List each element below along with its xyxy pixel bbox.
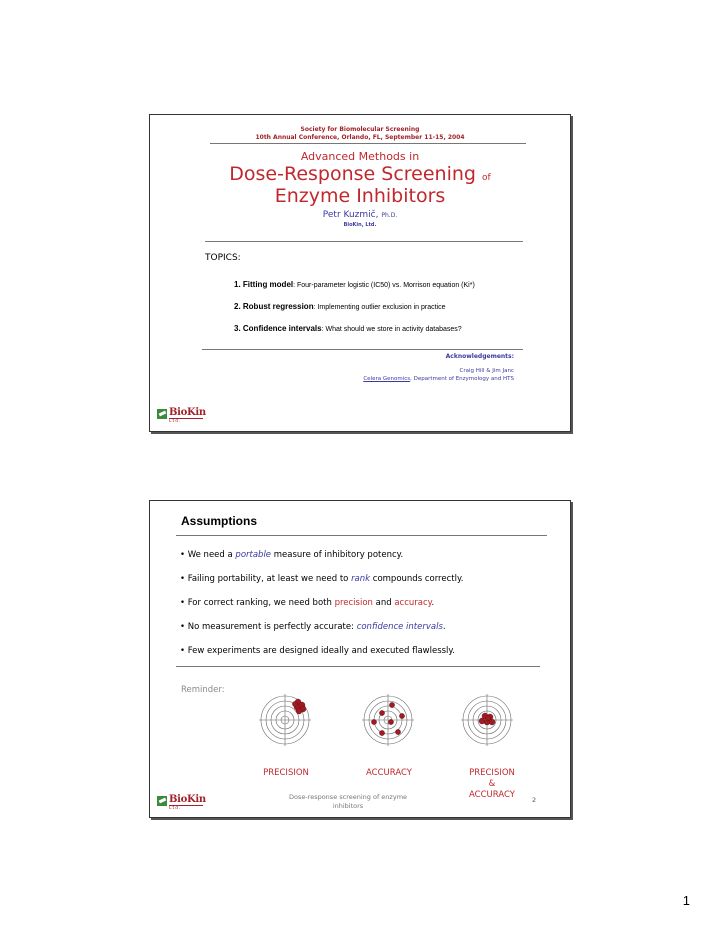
label-line: PRECISION — [469, 768, 515, 778]
title-divider — [205, 241, 523, 242]
leaf-icon — [157, 796, 167, 806]
author-name: Petr Kuzmič, — [322, 210, 379, 220]
slide-page-number: 2 — [532, 796, 537, 804]
biokin-logo — [157, 794, 205, 810]
bullet-emphasis: rank — [351, 574, 371, 584]
bullet-text: measure of inhibitory potency. — [271, 550, 404, 560]
logo-name: BioKin — [169, 794, 206, 805]
reminder-label: Reminder: — [181, 685, 225, 695]
bullet-item — [180, 622, 446, 632]
precision-accuracy-target — [461, 694, 513, 746]
precision-target — [259, 694, 311, 746]
topic-text: : Four-parameter logistic (IC50) vs. Morrison equation (Ki*) — [293, 282, 475, 289]
bullet-text: • No measurement is perfectly accurate: — [180, 622, 357, 632]
logo-ltd: Ltd. — [169, 418, 203, 424]
bullet-text: • We need a — [180, 550, 236, 560]
topic-item — [234, 302, 445, 311]
bullet-text: • For correct ranking, we need both — [180, 598, 335, 608]
bullet-emphasis: portable — [235, 550, 272, 560]
slide-footer: Dose-response screening of enzyme inhibitors — [288, 793, 408, 810]
bullet-text: and — [372, 598, 395, 608]
bullet-emphasis: precision — [334, 598, 373, 608]
topic-item — [234, 280, 475, 289]
bullet-item — [180, 550, 403, 560]
label-line: ACCURACY — [469, 790, 515, 800]
accuracy-label: ACCURACY — [366, 768, 412, 778]
content-divider — [176, 666, 540, 667]
leaf-icon — [157, 409, 167, 419]
topic-title: 1. Fitting model — [234, 280, 294, 289]
bullet-text: compounds correctly. — [370, 574, 464, 584]
bullet-item — [180, 646, 455, 656]
slide-2 — [149, 500, 571, 818]
slide-title: Assumptions — [181, 514, 258, 528]
topic-title: 3. Confidence intervals — [234, 324, 322, 333]
society-name: Society for Biomolecular Screening — [300, 126, 420, 133]
bullet-text: • Failing portability, at least we need to — [180, 574, 352, 584]
title-of: of — [482, 173, 491, 183]
bullet-item — [180, 574, 463, 584]
conference-header — [150, 126, 570, 142]
bullet-text: • Few experiments are designed ideally and executed flawlessly. — [180, 646, 455, 656]
acknowledgements-heading: Acknowledgements: — [445, 353, 514, 360]
author-degree: Ph.D. — [381, 212, 398, 219]
topic-title: 2. Robust regression — [234, 302, 314, 311]
topic-item — [234, 324, 462, 333]
slide-1 — [149, 114, 571, 432]
topic-text: : Implementing outlier exclusion in practice — [313, 304, 446, 311]
precision-accuracy-label — [462, 768, 522, 801]
accuracy-target — [362, 694, 414, 746]
bullet-text: . — [431, 598, 435, 608]
page-number: 1 — [682, 893, 690, 908]
author — [150, 210, 570, 220]
title-divider — [176, 535, 547, 536]
topic-text: : What should we store in activity databases? — [321, 326, 462, 333]
title-line-2: Enzyme Inhibitors — [274, 185, 446, 207]
label-line: & — [488, 779, 496, 789]
bullet-item — [180, 598, 434, 608]
bullet-text: . — [442, 622, 446, 632]
topics-heading: TOPICS: — [205, 253, 241, 263]
acknowledged-organization — [363, 376, 514, 382]
subtitle: Advanced Methods in — [300, 150, 420, 163]
conference-name: 10th Annual Conference, Orlando, FL, September 11-15, 2004 — [255, 134, 465, 141]
logo-name: BioKin — [169, 407, 206, 418]
header-divider — [210, 143, 526, 144]
company-link[interactable]: Celera Genomics — [363, 376, 411, 382]
title-main: Dose-Response Screening — [229, 163, 476, 185]
bullet-emphasis: confidence intervals — [356, 622, 443, 632]
precision-label: PRECISION — [263, 768, 309, 778]
topics-divider — [202, 349, 523, 350]
acknowledged-names: Craig Hill & Jim Janc — [459, 368, 514, 374]
bullet-emphasis: accuracy — [394, 598, 432, 608]
company: BioKin, Ltd. — [343, 222, 377, 228]
department: , Department of Enzymology and HTS — [410, 376, 514, 382]
logo-ltd: Ltd. — [169, 805, 203, 811]
biokin-logo — [157, 407, 205, 423]
